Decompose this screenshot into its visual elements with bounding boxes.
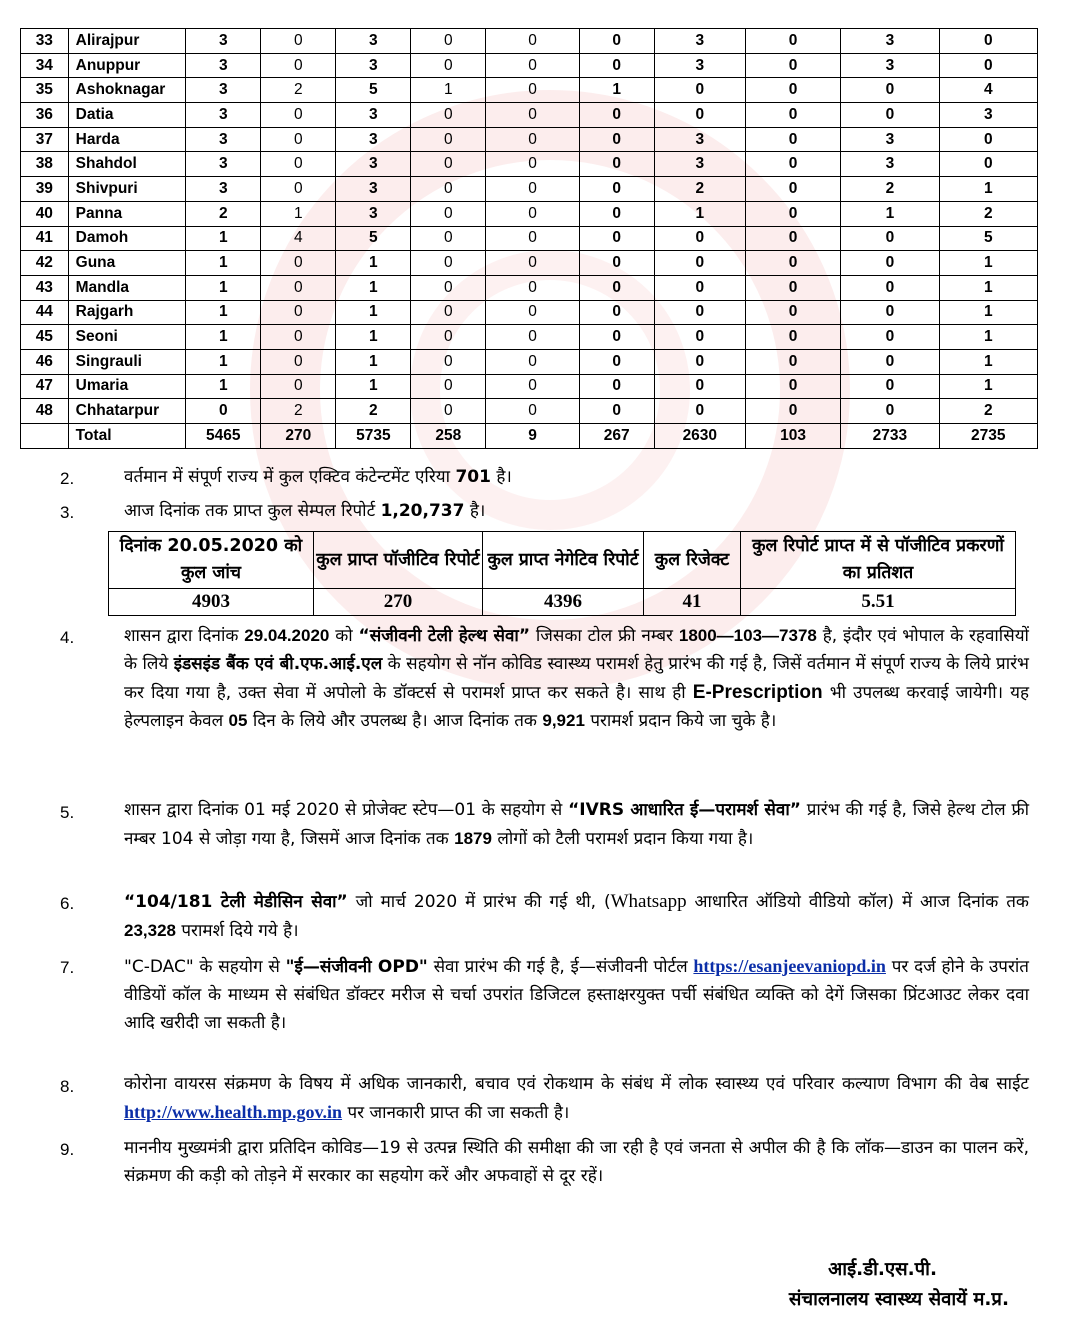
value-cell: 9	[486, 424, 579, 449]
summary-header-positive: कुल प्राप्त पॉजीटिव रिपोर्ट	[314, 532, 483, 589]
summary-negative: 4396	[483, 589, 644, 616]
district-name-cell: Seoni	[68, 325, 186, 350]
value-cell: 1	[579, 78, 654, 103]
value-cell: 0	[654, 78, 745, 103]
value-cell: 3	[654, 29, 745, 54]
value-cell: 1	[186, 325, 261, 350]
point-number-5: 5.	[60, 803, 75, 822]
esanjeevani-link[interactable]: https://esanjeevaniopd.in	[693, 956, 886, 976]
value-cell: 3	[336, 152, 411, 177]
value-cell: 0	[579, 103, 654, 128]
value-cell: 0	[745, 152, 840, 177]
value-cell: 1	[186, 275, 261, 300]
value-cell: 1	[336, 349, 411, 374]
value-cell: 0	[261, 29, 336, 54]
value-cell: 2733	[841, 424, 939, 449]
value-cell: 0	[841, 275, 939, 300]
serial-cell: 41	[21, 226, 69, 251]
district-name-cell: Total	[68, 424, 186, 449]
health-mp-website-link[interactable]: http://www.health.mp.gov.in	[124, 1101, 343, 1122]
value-cell: 0	[939, 127, 1037, 152]
value-cell: 0	[486, 374, 579, 399]
value-cell: 0	[654, 275, 745, 300]
value-cell: 2	[261, 78, 336, 103]
value-cell: 0	[261, 275, 336, 300]
value-cell: 0	[261, 177, 336, 202]
value-cell: 3	[186, 103, 261, 128]
point-2-text: वर्तमान में संपूर्ण राज्य में कुल एक्टिव कंटेन्टमेंट एरिया 701 है।	[124, 467, 512, 487]
value-cell: 0	[841, 300, 939, 325]
value-cell: 0	[939, 152, 1037, 177]
district-name-cell: Damoh	[68, 226, 186, 251]
value-cell: 0	[745, 275, 840, 300]
value-cell: 0	[486, 300, 579, 325]
value-cell: 0	[411, 349, 486, 374]
value-cell: 0	[261, 251, 336, 276]
value-cell: 1	[186, 374, 261, 399]
value-cell: 0	[486, 399, 579, 424]
value-cell: 0	[745, 349, 840, 374]
value-cell: 1	[411, 78, 486, 103]
summary-header-percentage: कुल रिपोर्ट प्राप्त में से पॉजीटिव प्रकरणों का प्रतिशत	[741, 532, 1016, 589]
table-row	[21, 177, 1038, 202]
table-row	[21, 399, 1038, 424]
value-cell: 2	[186, 201, 261, 226]
value-cell: 0	[579, 177, 654, 202]
value-cell: 270	[261, 424, 336, 449]
value-cell: 0	[261, 103, 336, 128]
value-cell: 3	[186, 29, 261, 54]
value-cell: 3	[336, 103, 411, 128]
value-cell: 0	[654, 325, 745, 350]
value-cell: 1	[336, 374, 411, 399]
value-cell: 1	[939, 349, 1037, 374]
table-row	[21, 349, 1038, 374]
value-cell: 2	[841, 177, 939, 202]
point-9-text: माननीय मुख्यमंत्री द्वारा प्रतिदिन कोविड—19 से उत्पन्न स्थिति की समीक्षा की जा रही है एवं जनता से अपील की है कि लॉक—डाउन का पालन करें, संक्रमण की कड़ी को तोड़ने में सरकार का सहयोग करें और अफवाहों से दूर रहें।	[124, 1138, 1029, 1186]
value-cell: 2	[939, 399, 1037, 424]
value-cell: 0	[411, 53, 486, 78]
value-cell: 0	[579, 300, 654, 325]
value-cell: 0	[841, 78, 939, 103]
value-cell: 0	[486, 103, 579, 128]
value-cell: 0	[411, 152, 486, 177]
value-cell: 0	[261, 349, 336, 374]
serial-cell: 36	[21, 103, 69, 128]
value-cell: 103	[745, 424, 840, 449]
point-4-text: शासन द्वारा दिनांक 29.04.2020 को “संजीवनी टेली हेल्थ सेवा” जिसका टोल फ्री नम्बर 1800—103—7378 है, इंदौर एवं भोपाल के रहवासियों के लिये इंडसइंड बैंक एवं बी.एफ.आई.एल के सहयोग से नॉन कोविड स्वास्थ्य परामर्श हेतु प्रारंभ की गई है, जिसें वर्तमान में संपूर्ण राज्य के लिये प्रारंभ कर दिया गया है, उक्त सेवा में अपोलो के डॉक्टर्स से परामर्श प्राप्त कर सकते है। साथ ही E-Prescription भी उपलब्ध करवाई जायेगी। यह हेल्पलाइन केवल 05 दिन के लिये और उपलब्ध है। आज दिनांक तक 9,921 परामर्श प्रदान किये जा चुके है।	[124, 626, 1030, 732]
value-cell: 0	[486, 201, 579, 226]
value-cell: 0	[745, 53, 840, 78]
value-cell: 0	[654, 349, 745, 374]
value-cell: 0	[841, 103, 939, 128]
value-cell: 0	[579, 152, 654, 177]
table-row	[21, 300, 1038, 325]
value-cell: 0	[745, 226, 840, 251]
value-cell: 258	[411, 424, 486, 449]
district-table	[20, 28, 1038, 449]
value-cell: 0	[486, 226, 579, 251]
serial-cell: 34	[21, 53, 69, 78]
value-cell: 0	[745, 78, 840, 103]
value-cell: 0	[745, 251, 840, 276]
value-cell: 0	[486, 177, 579, 202]
value-cell: 2	[336, 399, 411, 424]
value-cell: 0	[411, 399, 486, 424]
value-cell: 1	[939, 275, 1037, 300]
value-cell: 0	[745, 29, 840, 54]
value-cell: 0	[186, 399, 261, 424]
value-cell: 0	[579, 226, 654, 251]
serial-cell: 35	[21, 78, 69, 103]
value-cell: 0	[579, 374, 654, 399]
value-cell: 0	[745, 325, 840, 350]
test-summary-table	[108, 531, 1016, 616]
serial-cell: 40	[21, 201, 69, 226]
value-cell: 3	[186, 152, 261, 177]
value-cell: 0	[261, 325, 336, 350]
summary-header-negative: कुल प्राप्त नेगेटिव रिपोर्ट	[483, 532, 644, 589]
value-cell: 0	[579, 325, 654, 350]
table-total-row	[21, 424, 1038, 449]
value-cell: 0	[486, 78, 579, 103]
summary-positive: 270	[314, 589, 483, 616]
value-cell: 1	[939, 374, 1037, 399]
value-cell: 0	[841, 251, 939, 276]
table-row	[21, 325, 1038, 350]
value-cell: 0	[841, 226, 939, 251]
table-row	[21, 226, 1038, 251]
value-cell: 0	[486, 275, 579, 300]
value-cell: 1	[654, 201, 745, 226]
value-cell: 0	[411, 374, 486, 399]
summary-percentage: 5.51	[741, 589, 1016, 616]
value-cell: 5	[336, 78, 411, 103]
value-cell: 3	[841, 127, 939, 152]
point-3-text: आज दिनांक तक प्राप्त कुल सेम्पल रिपोर्ट 1,20,737 है।	[124, 501, 486, 521]
value-cell: 3	[841, 29, 939, 54]
value-cell: 0	[841, 325, 939, 350]
point-number-7: 7.	[60, 958, 75, 977]
value-cell: 0	[579, 29, 654, 54]
serial-cell: 47	[21, 374, 69, 399]
value-cell: 0	[411, 226, 486, 251]
summary-total-tests: 4903	[109, 589, 314, 616]
value-cell: 267	[579, 424, 654, 449]
value-cell: 2	[939, 201, 1037, 226]
value-cell: 3	[336, 53, 411, 78]
value-cell: 0	[841, 399, 939, 424]
summary-header-total-tests: दिनांक 20.05.2020 को कुल जांच	[109, 532, 314, 589]
point-6-text: “104/181 टेली मेडीसिन सेवा” जो मार्च 2020 में प्रारंभ की गई थी, (Whatsapp आधारित ऑडियो वीडियो कॉल) में आज दिनांक तक 23,328 परामर्श दिये गये है।	[124, 891, 1029, 941]
district-name-cell: Ashoknagar	[68, 78, 186, 103]
value-cell: 5735	[336, 424, 411, 449]
district-name-cell: Alirajpur	[68, 29, 186, 54]
table-row	[21, 53, 1038, 78]
point-number-3: 3.	[60, 503, 75, 522]
value-cell: 2	[261, 399, 336, 424]
value-cell: 0	[654, 226, 745, 251]
value-cell: 1	[186, 226, 261, 251]
value-cell: 0	[654, 300, 745, 325]
value-cell: 0	[411, 300, 486, 325]
table-row	[21, 275, 1038, 300]
value-cell: 3	[186, 127, 261, 152]
value-cell: 0	[486, 251, 579, 276]
serial-cell: 39	[21, 177, 69, 202]
value-cell: 1	[186, 300, 261, 325]
value-cell: 0	[745, 399, 840, 424]
value-cell: 0	[939, 53, 1037, 78]
value-cell: 3	[336, 201, 411, 226]
value-cell: 0	[411, 177, 486, 202]
value-cell: 2630	[654, 424, 745, 449]
district-name-cell: Harda	[68, 127, 186, 152]
value-cell: 0	[261, 374, 336, 399]
value-cell: 0	[261, 300, 336, 325]
value-cell: 1	[939, 300, 1037, 325]
value-cell: 0	[745, 300, 840, 325]
serial-cell: 46	[21, 349, 69, 374]
serial-cell	[21, 424, 69, 449]
table-row	[21, 29, 1038, 54]
serial-cell: 42	[21, 251, 69, 276]
summary-header-rejected: कुल रिजेक्ट	[644, 532, 741, 589]
point-5-text: शासन द्वारा दिनांक 01 मई 2020 से प्रोजेक्ट स्टेप—01 के सहयोग से “IVRS आधारित ई—परामर्श सेवा” प्रारंभ की गई है, जिसे हेल्थ टोल फ्री नम्बर 104 से जोड़ा गया है, जिसमें आज दिनांक तक 1879 लोगों को टैली परामर्श प्रदान किया गया है।	[124, 800, 1029, 849]
value-cell: 0	[841, 349, 939, 374]
value-cell: 0	[745, 177, 840, 202]
value-cell: 1	[841, 201, 939, 226]
value-cell: 1	[939, 325, 1037, 350]
value-cell: 0	[261, 152, 336, 177]
serial-cell: 44	[21, 300, 69, 325]
value-cell: 0	[745, 201, 840, 226]
value-cell: 0	[579, 349, 654, 374]
value-cell: 0	[411, 103, 486, 128]
serial-cell: 33	[21, 29, 69, 54]
district-name-cell: Chhatarpur	[68, 399, 186, 424]
value-cell: 0	[486, 29, 579, 54]
value-cell: 0	[411, 127, 486, 152]
point-number-4: 4.	[60, 628, 75, 647]
table-row	[21, 201, 1038, 226]
value-cell: 3	[186, 177, 261, 202]
value-cell: 3	[336, 177, 411, 202]
district-name-cell: Datia	[68, 103, 186, 128]
value-cell: 3	[939, 103, 1037, 128]
value-cell: 4	[261, 226, 336, 251]
value-cell: 0	[654, 374, 745, 399]
table-row	[21, 78, 1038, 103]
district-name-cell: Guna	[68, 251, 186, 276]
serial-cell: 48	[21, 399, 69, 424]
value-cell: 0	[745, 374, 840, 399]
serial-cell: 45	[21, 325, 69, 350]
district-name-cell: Umaria	[68, 374, 186, 399]
value-cell: 1	[261, 201, 336, 226]
table-row	[21, 127, 1038, 152]
value-cell: 0	[411, 251, 486, 276]
value-cell: 1	[186, 349, 261, 374]
value-cell: 0	[261, 53, 336, 78]
value-cell: 0	[654, 399, 745, 424]
value-cell: 2735	[939, 424, 1037, 449]
value-cell: 3	[336, 127, 411, 152]
value-cell: 3	[336, 29, 411, 54]
value-cell: 0	[745, 103, 840, 128]
value-cell: 0	[411, 201, 486, 226]
value-cell: 1	[336, 300, 411, 325]
value-cell: 1	[939, 251, 1037, 276]
district-name-cell: Panna	[68, 201, 186, 226]
value-cell: 5465	[186, 424, 261, 449]
value-cell: 3	[186, 53, 261, 78]
district-name-cell: Shahdol	[68, 152, 186, 177]
table-row	[21, 374, 1038, 399]
value-cell: 4	[939, 78, 1037, 103]
district-name-cell: Mandla	[68, 275, 186, 300]
value-cell: 0	[939, 29, 1037, 54]
table-row	[21, 103, 1038, 128]
value-cell: 1	[336, 275, 411, 300]
value-cell: 0	[486, 325, 579, 350]
value-cell: 0	[579, 201, 654, 226]
value-cell: 5	[336, 226, 411, 251]
signature-idsp: आई.डी.एस.पी.	[828, 1259, 937, 1280]
value-cell: 5	[939, 226, 1037, 251]
signature-directorate: संचालनालय स्वास्थ्य सेवायें म.प्र.	[788, 1289, 1009, 1310]
serial-cell: 37	[21, 127, 69, 152]
value-cell: 0	[654, 103, 745, 128]
point-8-text: कोरोना वायरस संक्रमण के विषय में अधिक जानकारी, बचाव एवं रोकथाम के संबंध में लोक स्वास्थ्य एवं परिवार कल्याण विभाग की वेब साईट http://www.health.mp.gov.in पर जानकारी प्राप्त की जा सकती है।	[124, 1074, 1029, 1123]
district-name-cell: Anuppur	[68, 53, 186, 78]
value-cell: 0	[486, 127, 579, 152]
value-cell: 0	[411, 325, 486, 350]
value-cell: 0	[486, 349, 579, 374]
value-cell: 3	[654, 53, 745, 78]
value-cell: 0	[486, 53, 579, 78]
value-cell: 3	[841, 53, 939, 78]
value-cell: 1	[336, 325, 411, 350]
serial-cell: 38	[21, 152, 69, 177]
value-cell: 0	[841, 374, 939, 399]
value-cell: 0	[411, 275, 486, 300]
value-cell: 0	[654, 251, 745, 276]
point-number-6: 6.	[60, 894, 75, 913]
value-cell: 1	[939, 177, 1037, 202]
summary-rejected: 41	[644, 589, 741, 616]
value-cell: 0	[411, 29, 486, 54]
table-row	[21, 251, 1038, 276]
value-cell: 0	[579, 53, 654, 78]
value-cell: 0	[579, 399, 654, 424]
point-number-9: 9.	[60, 1140, 75, 1159]
value-cell: 0	[579, 251, 654, 276]
value-cell: 0	[745, 127, 840, 152]
value-cell: 0	[579, 275, 654, 300]
point-number-8: 8.	[60, 1077, 75, 1096]
district-name-cell: Singrauli	[68, 349, 186, 374]
value-cell: 0	[261, 127, 336, 152]
district-name-cell: Rajgarh	[68, 300, 186, 325]
table-row	[21, 152, 1038, 177]
value-cell: 1	[186, 251, 261, 276]
value-cell: 3	[654, 127, 745, 152]
point-number-2: 2.	[60, 469, 75, 488]
value-cell: 1	[336, 251, 411, 276]
value-cell: 0	[486, 152, 579, 177]
value-cell: 0	[579, 127, 654, 152]
value-cell: 3	[186, 78, 261, 103]
serial-cell: 43	[21, 275, 69, 300]
value-cell: 3	[841, 152, 939, 177]
district-name-cell: Shivpuri	[68, 177, 186, 202]
point-7-text: "C-DAC" के सहयोग से "ई—संजीवनी OPD" सेवा प्रारंभ की गई है, ई—संजीवनी पोर्टल https://esanjeevaniopd.in पर दर्ज होने के उपरांत वीडियों कॉल के माध्यम से संबंधित डॉक्टर मरीज से चर्चा उपरांत डिजिटल हस्ताक्षरयुक्त पर्ची संबंधित व्यक्ति को देगें जिसका प्रिंटआउट लेकर दवा आदि खरीदी जा सकती है।	[124, 956, 1029, 1033]
value-cell: 3	[654, 152, 745, 177]
value-cell: 2	[654, 177, 745, 202]
